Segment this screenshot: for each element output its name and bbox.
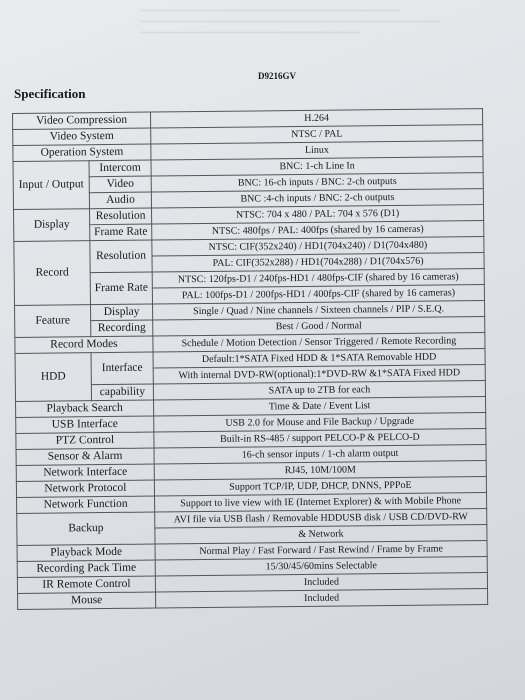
row-label: Sensor & Alarm <box>16 448 154 465</box>
group-label: Input / Output <box>13 161 89 210</box>
row-value: BNC: 16-ch inputs / BNC: 2-ch outputs <box>151 173 483 192</box>
row-value: With internal DVD-RW(optional):1*DVD-RW &1*SATA Fixed HDD <box>153 365 485 384</box>
row-label: Frame Rate <box>90 272 152 305</box>
row-value: PAL: CIF(352x288) / HD1(704x288) / D1(704x576) <box>152 253 484 272</box>
row-value: USB 2.0 for Mouse and File Backup / Upgrade <box>154 413 486 432</box>
row-label: Mouse <box>18 592 156 609</box>
row-label: Network Function <box>17 496 155 513</box>
row-value: Included <box>155 573 487 592</box>
row-label: Playback Search <box>16 400 154 417</box>
group-label: HDD <box>15 353 91 402</box>
row-value: Support TCP/IP, UDP, DHCP, DNNS, PPPoE <box>154 477 486 496</box>
row-label: Intercom <box>89 160 151 177</box>
group-label: Record <box>14 241 91 306</box>
row-label: Recording Pack Time <box>17 560 155 577</box>
row-label: capability <box>91 384 153 401</box>
row-value: & Network <box>155 525 487 544</box>
row-value: Schedule / Motion Detection / Sensor Triggered / Remote Recording <box>153 333 485 352</box>
section-heading: Specification <box>14 86 86 101</box>
row-value: Support to live view with IE (Internet Explorer) & with Mobile Phone <box>155 493 487 512</box>
bleed-through-text <box>0 0 525 70</box>
row-value: AVI file via USB flash / Removable HDDUSB disk / USB CD/DVD-RW <box>155 509 487 528</box>
row-label: Playback Mode <box>17 544 155 561</box>
row-value: BNC :4-ch inputs / BNC: 2-ch outputs <box>151 189 483 208</box>
row-value: NTSC: 120fps-D1 / 240fps-HD1 / 480fps-CIF (shared by 16 cameras) <box>152 269 484 288</box>
row-label: Resolution <box>90 208 152 225</box>
row-label: Network Interface <box>16 464 154 481</box>
spec-table <box>12 108 488 610</box>
row-label: PTZ Control <box>16 432 154 449</box>
row-label: Audio <box>89 192 151 209</box>
spec-sheet <box>12 108 487 610</box>
row-label: Operation System <box>13 144 151 161</box>
row-value: NTSC: CIF(352x240) / HD1(704x240) / D1(704x480) <box>152 237 484 256</box>
row-value: Time & Date / Event List <box>154 397 486 416</box>
row-value: NTSC: 704 x 480 / PAL: 704 x 576 (D1) <box>152 205 484 224</box>
row-value: 15/30/45/60mins Selectable <box>155 557 487 576</box>
row-value: Included <box>156 589 488 608</box>
row-value: Built-in RS-485 / support PELCO-P & PELCO-D <box>154 429 486 448</box>
row-value: NTSC: 480fps / PAL: 400fps (shared by 16 cameras) <box>152 221 484 240</box>
row-label: Video System <box>13 128 151 145</box>
row-label: USB Interface <box>16 416 154 433</box>
row-value: Single / Quad / Nine channels / Sixteen channels / PIP / S.E.Q. <box>153 301 485 320</box>
row-label: Resolution <box>90 240 152 273</box>
row-label: Backup <box>17 512 155 545</box>
row-value: 16-ch sensor inputs / 1-ch alarm output <box>154 445 486 464</box>
row-value: Best / Good / Normal <box>153 317 485 336</box>
row-label: Frame Rate <box>90 224 152 241</box>
row-value: PAL: 100fps-D1 / 200fps-HD1 / 400fps-CIF (shared by 16 cameras) <box>152 285 484 304</box>
row-value: RJ45, 10M/100M <box>154 461 486 480</box>
row-label: IR Remote Control <box>17 576 155 593</box>
row-label: Display <box>91 304 153 321</box>
row-value: Linux <box>151 141 483 160</box>
model-number: D9216GV <box>258 71 296 81</box>
row-value: H.264 <box>151 109 483 128</box>
row-label: Video Compression <box>13 112 151 129</box>
group-label: Feature <box>15 305 91 338</box>
row-value: SATA up to 2TB for each <box>153 381 485 400</box>
row-value: Default:1*SATA Fixed HDD & 1*SATA Removable HDD <box>153 349 485 368</box>
group-label: Display <box>14 209 90 242</box>
row-label: Interface <box>91 352 153 385</box>
row-label: Recording <box>91 320 153 337</box>
row-value: BNC: 1-ch Line In <box>151 157 483 176</box>
row-label: Record Modes <box>15 336 153 353</box>
row-label: Video <box>89 176 151 193</box>
row-label: Network Protocol <box>16 480 154 497</box>
row-value: NTSC / PAL <box>151 125 483 144</box>
row-value: Normal Play / Fast Forward / Fast Rewind / Frame by Frame <box>155 541 487 560</box>
